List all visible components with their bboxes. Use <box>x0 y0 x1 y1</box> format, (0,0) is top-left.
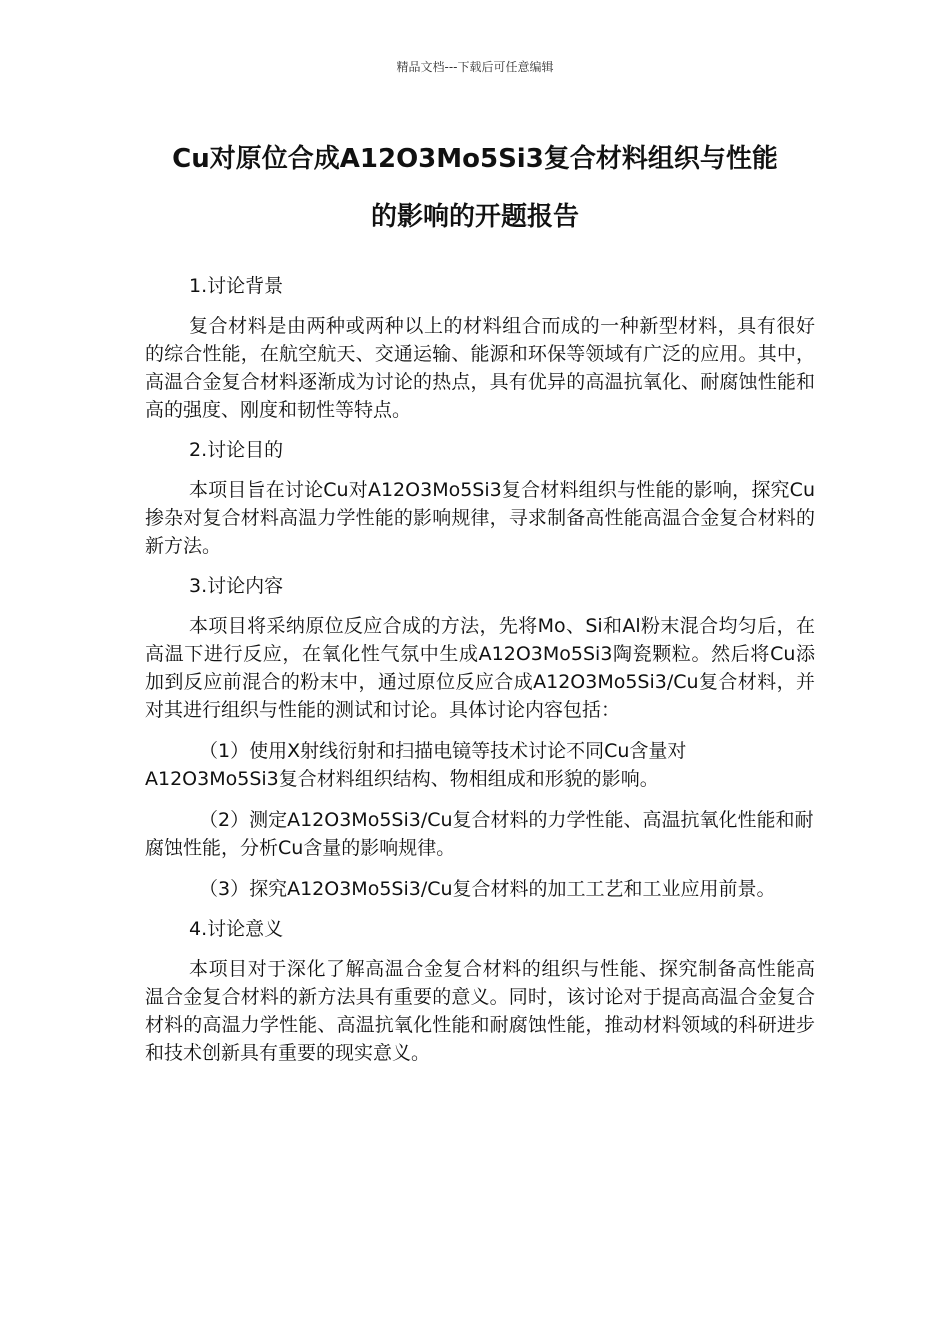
section-heading-significance: 4.讨论意义 <box>189 918 284 940</box>
section-heading-background: 1.讨论背景 <box>189 275 284 297</box>
section-heading-content: 3.讨论内容 <box>189 575 284 597</box>
content-item-2: （2）测定A12O3Mo5Si3/Cu复合材料的力学性能、高温抗氧化性能和耐腐蚀性能，分析Cu含量的影响规律。 <box>145 809 814 859</box>
content-item-3: （3）探究A12O3Mo5Si3/Cu复合材料的加工工艺和工业应用前景。 <box>199 878 776 900</box>
header-note: 精品文档---下载后可任意编辑 <box>396 60 554 74</box>
content-item-1: （1）使用X射线衍射和扫描电镜等技术讨论不同Cu含量对A12O3Mo5Si3复合材料组织结构、物相组成和形貌的影响。 <box>145 740 687 790</box>
section-paragraph-significance: 本项目对于深化了解高温合金复合材料的组织与性能、探究制备高性能高温合金复合材料的新方法具有重要的意义。同时，该讨论对于提高高温合金复合材料的高温力学性能、高温抗氧化性能和耐腐蚀性能，推动材料领域的科研进步和技术创新具有重要的现实意义。 <box>145 958 815 1064</box>
section-heading-purpose: 2.讨论目的 <box>189 439 284 461</box>
document-title-line-2: 的影响的开题报告 <box>370 202 579 232</box>
document-body <box>145 272 815 1067</box>
section-paragraph-purpose: 本项目旨在讨论Cu对A12O3Mo5Si3复合材料组织与性能的影响，探究Cu掺杂对复合材料高温力学性能的影响规律，寻求制备高性能高温合金复合材料的新方法。 <box>145 479 815 557</box>
section-paragraph-background: 复合材料是由两种或两种以上的材料组合而成的一种新型材料，具有很好的综合性能，在航空航天、交通运输、能源和环保等领域有广泛的应用。其中，高温合金复合材料逐渐成为讨论的热点，具有优异的高温抗氧化、耐腐蚀性能和高的强度、刚度和韧性等特点。 <box>145 315 815 421</box>
section-paragraph-content: 本项目将采纳原位反应合成的方法，先将Mo、Si和Al粉末混合均匀后，在高温下进行反应，在氧化性气氛中生成A12O3Mo5Si3陶瓷颗粒。然后将Cu添加到反应前混合的粉末中，通过原位反应合成A12O3Mo5Si3/Cu复合材料，并对其进行组织与性能的测试和讨论。具体讨论内容包括： <box>145 615 815 721</box>
document-title-line-1: Cu对原位合成A12O3Mo5Si3复合材料组织与性能 <box>172 144 778 174</box>
